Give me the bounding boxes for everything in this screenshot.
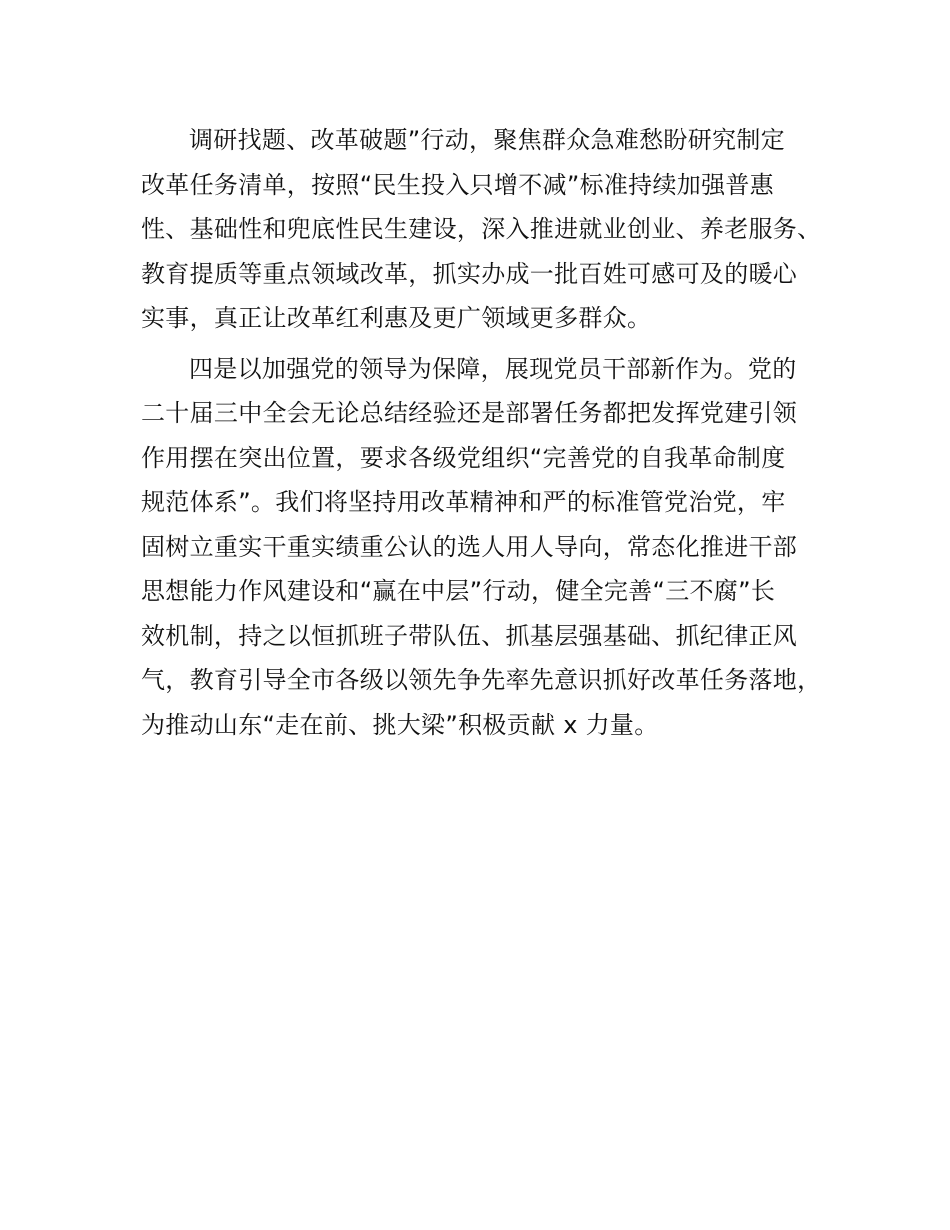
paragraph-1-line-4: 教育提质等重点领域改革，抓实办成一批百姓可感可及的暖心 [141,259,798,288]
paragraph-2-line-7: 效机制，持之以恒抓班子带队伍、抓基层强基础、抓纪律正风 [141,621,798,650]
paragraph-1-line-1: 调研找题、改革破题”行动，聚焦群众急难愁盼研究制定 [189,126,785,154]
paragraph-2-line-6: 思想能力作风建设和“赢在中层”行动，健全完善“三不腐”长 [141,577,776,605]
document-body [141,118,841,747]
paragraph-2-line-9: 为推动山东“走在前、挑大梁”积极贡献 x 力量。 [141,710,659,739]
paragraph-2 [141,347,841,748]
paragraph-1-line-2: 改革任务清单，按照“民生投入只增不减”标准持续加强普惠 [141,170,774,199]
paragraph-2-line-8: 气，教育引导全市各级以领先争先率先意识抓好改革任务落地， [141,666,822,694]
paragraph-2-line-3: 作用摆在突出位置，要求各级党组织“完善党的自我革命制度 [141,443,786,472]
paragraph-1-line-5: 实事，真正让改革红利惠及更广领域更多群众。 [141,304,652,332]
paragraph-2-line-5: 固树立重实干重实绩重公认的选人用人导向，常态化推进干部 [141,532,798,561]
paragraph-1-line-3: 性、基础性和兜底性民生建设，深入推进就业创业、养老服务、 [141,215,822,243]
paragraph-1 [141,118,841,341]
paragraph-2-line-2: 二十届三中全会无论总结经验还是部署任务都把发挥党建引领 [141,399,798,427]
paragraph-2-line-4: 规范体系”。我们将坚持用改革精神和严的标准管党治党，牢 [141,488,786,516]
paragraph-2-line-1: 四是以加强党的领导为保障，展现党员干部新作为。党的 [189,354,797,383]
